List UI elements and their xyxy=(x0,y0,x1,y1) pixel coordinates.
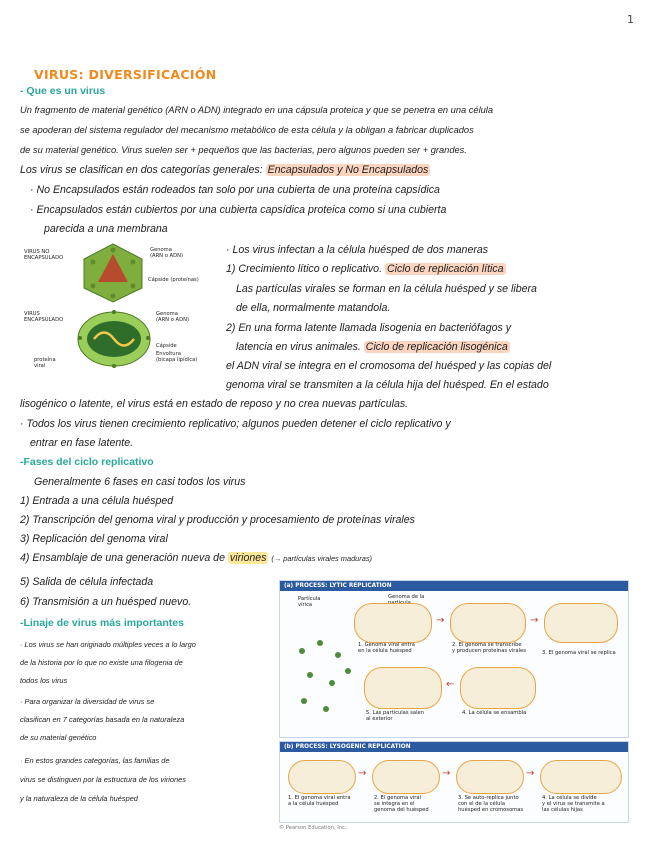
phase-step: 2) Transcripción del genoma viral y producción y procesamiento de proteínas virales xyxy=(20,514,415,526)
bullet-non-enveloped: · No Encapsulados están rodeados tan solo por una cubierta de una proteína capsídica xyxy=(30,184,440,196)
host-cell-5 xyxy=(364,667,442,709)
lyso-label-3: 3. Se auto-replica junto con el de la célula huésped en cromosomas xyxy=(458,795,524,813)
section-heading-phases: -Fases del ciclo replicativo xyxy=(20,456,154,468)
all-viruses-line: · Todos los virus tienen crecimiento replicativo; algunos pueden detener el ciclo replicativo y xyxy=(20,418,451,430)
lysogenic-panel-header: (b) PROCESS: LYSOGENIC REPLICATION xyxy=(280,742,628,752)
page-title: VIRUS: DIVERSIFICACIÓN xyxy=(34,67,217,82)
annot-envelope: Envoltura (bicapa lipídica) xyxy=(156,351,198,363)
lytic-replication-panel xyxy=(279,580,629,738)
label-step-5: 5. Las partículas salen al exterior xyxy=(366,710,425,722)
lytic-cycle-highlight: Ciclo de replicación lítica xyxy=(386,263,504,275)
label-non-enveloped: VIRUS NO ENCAPSULADO xyxy=(24,249,64,261)
way2-line: lisogénico o latente, el virus está en estado de reposo y no crea nuevas partículas. xyxy=(20,398,409,410)
label-step-1: 1. Genoma viral entra en la célula huésped xyxy=(358,642,415,654)
bullet-enveloped: · Encapsulados están cubiertos por una cubierta capsídica proteica como si una cubierta xyxy=(30,204,447,216)
section-heading-lineage: -Linaje de virus más importantes xyxy=(20,617,184,629)
arrow-icon: → xyxy=(436,615,445,626)
enveloped-virus-icon xyxy=(74,308,154,370)
host-cell-4 xyxy=(460,667,536,709)
lysogenic-replication-panel xyxy=(279,741,629,823)
infection-intro: · Los virus infectan a la célula huésped de dos maneras xyxy=(226,244,489,256)
all-viruses-line: entrar en fase latente. xyxy=(30,437,134,449)
way2-line: genoma viral se transmiten a la célula hija del huésped. En el estado xyxy=(226,379,549,391)
label-step-3: 3. El genoma viral se replica xyxy=(542,650,616,656)
phase-step-5: 5) Salida de célula infectada xyxy=(20,576,154,588)
virus-figure xyxy=(20,240,220,380)
lysogenic-cycle-highlight: Ciclo de replicación lisogénica xyxy=(365,341,508,353)
host-cell-1 xyxy=(354,603,432,643)
infection-way-2-cont: latencia en virus animales. Ciclo de replicación lisogénica xyxy=(236,341,508,353)
lineage-line: · Para organizar la diversidad de virus se xyxy=(20,697,155,706)
virions-highlight: viriones xyxy=(229,552,267,564)
annot-genome-1: Genoma (ARN o ADN) xyxy=(150,247,183,259)
lineage-line: de la historia por lo que no existe una filogenia de xyxy=(20,658,183,667)
classify-text: Los virus se clasifican en dos categorías generales: xyxy=(20,164,263,176)
arrow-icon: → xyxy=(442,768,451,779)
lyso-cell-1 xyxy=(288,760,356,794)
label-step-2: 2. El genoma se transcribe y producen proteínas virales xyxy=(452,642,526,654)
footer-credit: © Pearson Education, Inc. xyxy=(279,825,347,831)
lyso-label-2: 2. El genoma viral se integra en el genoma del huésped xyxy=(374,795,429,813)
bullet-enveloped-cont: parecida a una membrana xyxy=(44,223,168,235)
lyso-label-4: 4. La célula se divide y el virus se transmite a las células hijas xyxy=(542,795,605,813)
lyso-cell-4 xyxy=(540,760,622,794)
label-step-4: 4. La célula se ensambla xyxy=(462,710,527,716)
host-cell-3 xyxy=(544,603,618,643)
way2-line: el ADN viral se integra en el cromosoma del huésped y las copias del xyxy=(226,360,552,372)
lyso-label-1: 1. El genoma viral entra a la célula huésped xyxy=(288,795,351,807)
phase-step: 3) Replicación del genoma viral xyxy=(20,533,168,545)
phase-step-6: 6) Transmisión a un huésped nuevo. xyxy=(20,596,192,608)
phase-step: 1) Entrada a una célula huésped xyxy=(20,495,174,507)
released-virions-icon xyxy=(290,631,360,721)
annot-genome-2: Genoma (ARN o ADN) xyxy=(156,311,189,323)
definition-line: se apoderan del sistema regulador del mecanismo metabólico de esta célula y la obligan a fabricar duplicados xyxy=(20,125,474,135)
lineage-line: todos los virus xyxy=(20,676,68,685)
annot-capsid-1: Cápside (proteínas) xyxy=(148,277,199,283)
phase-step-4: 4) Ensamblaje de una generación nueva de viriones (→ partículas virales maduras) xyxy=(20,552,373,564)
classify-highlight: Encapsulados y No Encapsulados xyxy=(267,164,429,176)
definition-line: de su material genético. Virus suelen ser + pequeños que las bacterias, pero algunos pueden ser + grandes. xyxy=(20,145,467,155)
lineage-line: de su material genético xyxy=(20,733,97,742)
lyso-cell-3 xyxy=(456,760,524,794)
arrow-icon: → xyxy=(526,768,535,779)
infection-way-2: 2) En una forma latente llamada lisogenia en bacteriófagos y xyxy=(226,322,512,334)
way1-line: de ella, normalmente matandola. xyxy=(236,302,391,314)
arrow-icon: → xyxy=(358,768,367,779)
definition-line: Un fragmento de material genético (ARN o ADN) integrado en una cápsula proteica y que se penetra en una célula xyxy=(20,105,494,115)
annot-viral-protein: proteína viral xyxy=(34,357,56,369)
non-enveloped-virus-icon xyxy=(78,242,148,304)
lineage-line: y la naturaleza de la célula huésped xyxy=(20,794,138,803)
label-particle-genome: Genoma de la xyxy=(388,594,425,600)
label-viral-particle: Partícula vírica xyxy=(298,596,321,608)
lineage-line: clasifican en 7 categorías basada en la naturaleza xyxy=(20,715,185,724)
arrow-icon: ← xyxy=(446,679,455,690)
lineage-line: · En estos grandes categorías, las familias de xyxy=(20,756,170,765)
annot-capsid-2: Cápside xyxy=(156,343,177,349)
label-enveloped: VIRUS ENCAPSULADO xyxy=(24,311,64,323)
infection-way-1: 1) Crecimiento lítico o replicativo. Ciclo de replicación lítica xyxy=(226,263,504,275)
lineage-line: · Los virus se han originado múltiples veces a lo largo xyxy=(20,640,196,649)
lyso-cell-2 xyxy=(372,760,440,794)
host-cell-2 xyxy=(450,603,526,643)
section-heading-what-is-virus: - Que es un virus xyxy=(20,85,106,97)
arrow-icon: → xyxy=(530,615,539,626)
lineage-line: virus se distinguen por la estructura de los viriones xyxy=(20,775,186,784)
classify-line xyxy=(20,164,430,176)
page-number: 1 xyxy=(627,13,634,26)
way1-line: Las partículas virales se forman en la célula huésped y se libera xyxy=(236,283,537,295)
lytic-panel-header: (a) PROCESS: LYTIC REPLICATION xyxy=(280,581,628,591)
phases-intro: Generalmente 6 fases en casi todos los virus xyxy=(34,476,246,488)
